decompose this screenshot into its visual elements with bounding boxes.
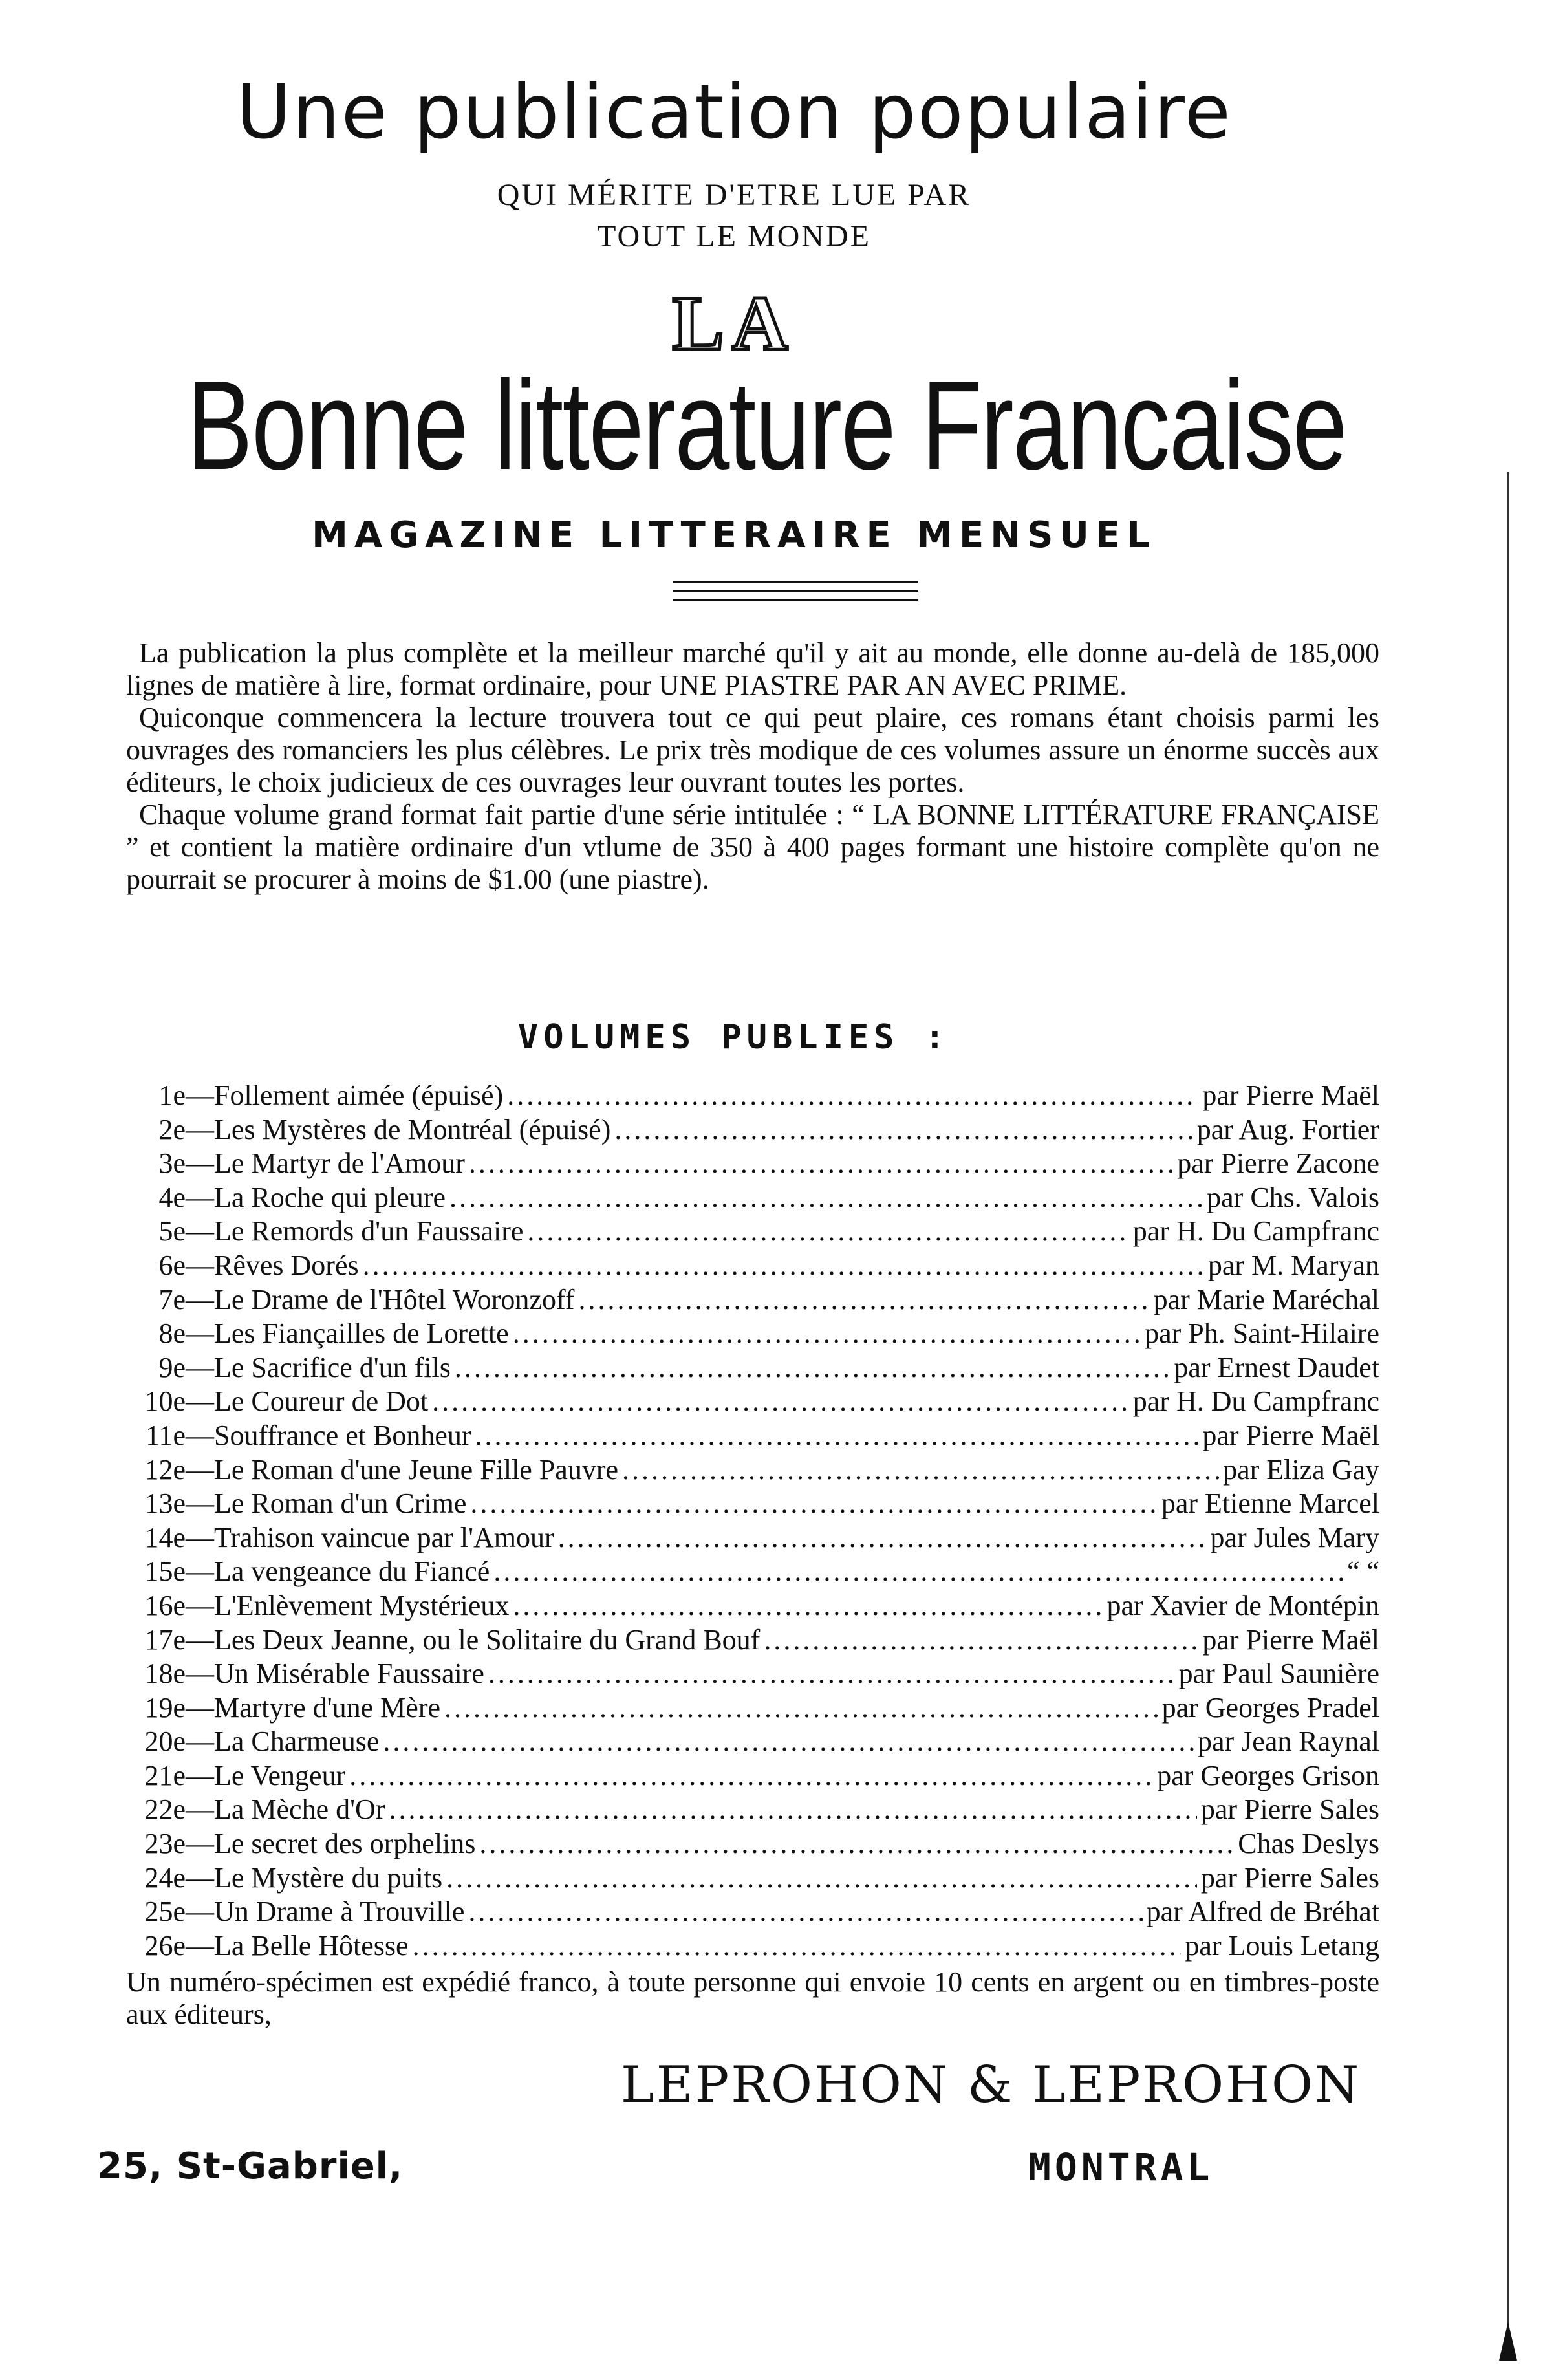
volume-title: Follement aimée (épuisé) [214, 1079, 504, 1111]
volume-title: Le Vengeur [214, 1759, 346, 1791]
volume-number: 24e [144, 1861, 186, 1894]
volume-title: La Roche qui pleure [214, 1181, 446, 1213]
dot-leader [389, 1793, 1196, 1827]
dot-leader [622, 1453, 1219, 1488]
volume-author: par Ernest Daudet [1174, 1351, 1379, 1383]
volume-list-item [126, 1827, 1379, 1861]
volume-list-item [126, 1385, 1379, 1419]
volume-number: 18e [144, 1658, 186, 1690]
volume-number: 8e [158, 1317, 186, 1350]
volume-number: 7e [158, 1283, 186, 1315]
volume-list-item [126, 1759, 1379, 1793]
volume-title: Le Martyr de l'Amour [214, 1147, 465, 1180]
volume-dash: — [186, 1147, 214, 1180]
volume-number: 20e [144, 1726, 186, 1758]
dot-leader [507, 1079, 1198, 1113]
volume-author: par Alfred de Bréhat [1146, 1896, 1379, 1928]
title-article: LA [672, 280, 796, 366]
dot-leader [383, 1725, 1194, 1759]
dot-leader [446, 1861, 1197, 1896]
volume-list-item [126, 1317, 1379, 1351]
volume-number: 26e [144, 1929, 186, 1962]
volume-number: 11e [146, 1419, 186, 1451]
volume-title: Le Roman d'une Jeune Fille Pauvre [214, 1453, 619, 1486]
volume-list-item [126, 1623, 1379, 1658]
volume-dash: — [186, 1555, 214, 1588]
volume-author: par Aug. Fortier [1196, 1113, 1379, 1145]
volume-title: Le secret des orphelins [214, 1828, 476, 1860]
volume-dash: — [186, 1181, 214, 1213]
volume-title: La Mèche d'Or [214, 1793, 385, 1826]
dot-leader [470, 1487, 1157, 1521]
volume-dash: — [186, 1521, 214, 1553]
volume-list-item [126, 1249, 1379, 1283]
volume-list-item [126, 1147, 1379, 1181]
magazine-subtitle: MAGAZINE LITTERAIRE MENSUEL [312, 514, 1156, 556]
volume-author: par Pierre Maël [1202, 1419, 1379, 1451]
volume-author: par M. Maryan [1207, 1249, 1379, 1281]
dot-leader [455, 1351, 1170, 1385]
dot-leader [479, 1827, 1234, 1861]
dot-leader [764, 1623, 1198, 1658]
dot-leader [513, 1589, 1103, 1623]
divider-rule [673, 599, 918, 601]
volume-dash: — [186, 1419, 214, 1451]
volume-author: par Ph. Saint-Hilaire [1145, 1317, 1379, 1350]
volume-list-item [126, 1181, 1379, 1215]
volume-dash: — [186, 1623, 214, 1656]
volume-dash: — [186, 1793, 214, 1826]
volume-list-item [126, 1793, 1379, 1827]
volume-list-item [126, 1487, 1379, 1521]
volume-number: 23e [144, 1828, 186, 1860]
subheading-line-2: TOUT LE MONDE [597, 219, 871, 254]
volume-title: Rêves Dorés [214, 1249, 359, 1281]
volume-dash: — [186, 1453, 214, 1486]
volume-author: par Eliza Gay [1223, 1453, 1379, 1486]
volume-author: par H. Du Campfranc [1132, 1215, 1379, 1248]
intro-paragraph-2: Quiconque commencera la lecture trouvera tout ce qui peut plaire, ces romans étant choisis parmi les ouvrages des romanciers les plus célèbres. Le prix très modique de ces volumes assure un énorme succès aux éditeurs, le choix judicieux de ces ouvrages leur ouvrant toutes les portes. [126, 702, 1379, 798]
volume-author: par Pierre Sales [1200, 1793, 1379, 1826]
volume-title: Martyre d'une Mère [214, 1691, 441, 1724]
volume-dash: — [186, 1896, 214, 1928]
volume-author: par H. Du Campfranc [1132, 1385, 1379, 1418]
specimen-note: Un numéro-spécimen est expédié franco, à toute personne qui envoie 10 cents en argent ou en timbres-poste aux éditeurs, [126, 1966, 1379, 2030]
volume-dash: — [186, 1861, 214, 1894]
volume-dash: — [186, 1589, 214, 1621]
intro-paragraph-3: Chaque volume grand format fait partie d'une série intitulée : “ LA BONNE LITTÉRATURE FRANÇAISE ” et contient la matière ordinaire d'un vtlume de 350 à 400 pages formant une histoire complète qu'on ne pourrait se procurer à moins de $1.00 (une piastre). [126, 799, 1379, 895]
publisher-address: 25, St-Gabriel, [97, 2145, 404, 2187]
dot-leader [469, 1147, 1173, 1181]
dot-leader [468, 1895, 1142, 1929]
divider-rule [673, 581, 918, 583]
volume-number: 25e [144, 1896, 186, 1928]
volume-list-item [126, 1725, 1379, 1759]
volume-author: par Louis Letang [1185, 1929, 1379, 1962]
volume-title: Le Remords d'un Faussaire [214, 1215, 524, 1248]
volume-title: Le Coureur de Dot [214, 1385, 429, 1418]
volume-number: 19e [144, 1691, 186, 1724]
volume-author: Chas Deslys [1238, 1828, 1379, 1860]
margin-rule-tip [1499, 2322, 1517, 2361]
dot-leader [493, 1555, 1343, 1589]
volume-list-item [126, 1861, 1379, 1896]
volume-author: par Paul Saunière [1178, 1658, 1379, 1690]
subheading-line-1: QUI MÉRITE D'ETRE LUE PAR [497, 178, 971, 212]
dot-leader [513, 1317, 1141, 1351]
divider-rule [673, 590, 918, 592]
margin-rule [1507, 472, 1509, 2354]
volume-list-item [126, 1589, 1379, 1623]
volume-number: 4e [158, 1181, 186, 1213]
volume-dash: — [186, 1929, 214, 1962]
volume-title: Les Mystères de Montréal (épuisé) [214, 1113, 611, 1145]
volume-author: par Jules Mary [1210, 1521, 1379, 1553]
volume-list-item [126, 1079, 1379, 1113]
volume-dash: — [186, 1658, 214, 1690]
volume-title: L'Enlèvement Mystérieux [214, 1589, 510, 1621]
volume-number: 22e [144, 1793, 186, 1826]
volume-number: 17e [144, 1623, 186, 1656]
dot-leader [488, 1657, 1175, 1691]
volume-list-item [126, 1521, 1379, 1555]
volume-dash: — [186, 1488, 214, 1520]
volume-dash: — [186, 1726, 214, 1758]
headline: Une publication populaire [236, 69, 1232, 156]
volumes-header: VOLUMES PUBLIES : [517, 1018, 951, 1057]
volume-number: 13e [144, 1488, 186, 1520]
volume-dash: — [186, 1385, 214, 1418]
volume-dash: — [186, 1283, 214, 1315]
volume-number: 21e [144, 1759, 186, 1791]
volume-list-item [126, 1929, 1379, 1964]
volume-number: 15e [144, 1555, 186, 1588]
volume-number: 9e [158, 1351, 186, 1383]
volume-list-item [126, 1657, 1379, 1691]
volume-title: Un Drame à Trouville [214, 1896, 465, 1928]
volume-author: par Georges Grison [1157, 1759, 1379, 1791]
dot-leader [363, 1249, 1204, 1283]
volume-author: par Georges Pradel [1161, 1691, 1379, 1724]
volume-dash: — [186, 1317, 214, 1350]
dot-leader [432, 1385, 1129, 1419]
dot-leader [527, 1215, 1128, 1249]
volume-list-item [126, 1113, 1379, 1147]
volume-list-item [126, 1215, 1379, 1249]
dot-leader [578, 1283, 1149, 1317]
dot-leader [475, 1419, 1199, 1453]
dot-leader [413, 1929, 1182, 1964]
volume-number: 14e [144, 1521, 186, 1553]
volume-author: par Chs. Valois [1207, 1181, 1379, 1213]
volume-title: Le Drame de l'Hôtel Woronzoff [214, 1283, 575, 1315]
volume-list-item [126, 1555, 1379, 1589]
volume-dash: — [186, 1079, 214, 1111]
volume-dash: — [186, 1215, 214, 1248]
volume-list-item [126, 1419, 1379, 1453]
volume-title: La vengeance du Fiancé [214, 1555, 490, 1588]
volume-title: La Belle Hôtesse [214, 1929, 409, 1962]
volume-number: 5e [158, 1215, 186, 1248]
magazine-title: Bonne litterature Francaise [186, 354, 1347, 496]
volume-author: par Xavier de Montépin [1106, 1589, 1379, 1621]
volume-author: par Pierre Sales [1200, 1861, 1379, 1894]
volume-author: “ “ [1346, 1555, 1379, 1588]
volume-list-item [126, 1691, 1379, 1726]
volume-dash: — [186, 1113, 214, 1145]
volume-title: Les Deux Jeanne, ou le Solitaire du Grand Bouf [214, 1623, 761, 1656]
volume-number: 10e [144, 1385, 186, 1418]
volume-list-item [126, 1895, 1379, 1929]
volume-number: 1e [158, 1079, 186, 1111]
volume-number: 12e [144, 1453, 186, 1486]
volume-list-item [126, 1453, 1379, 1488]
dot-leader [349, 1759, 1153, 1793]
volume-title: Souffrance et Bonheur [214, 1419, 471, 1451]
volume-author: par Jean Raynal [1198, 1726, 1379, 1758]
volume-number: 16e [144, 1589, 186, 1621]
volume-number: 3e [158, 1147, 186, 1180]
volume-number: 2e [158, 1113, 186, 1145]
volume-dash: — [186, 1351, 214, 1383]
dot-leader [444, 1691, 1158, 1726]
volume-title: Trahison vaincue par l'Amour [214, 1521, 554, 1553]
volume-author: par Pierre Zacone [1177, 1147, 1379, 1180]
volume-author: par Etienne Marcel [1161, 1488, 1379, 1520]
volume-author: par Marie Maréchal [1153, 1283, 1379, 1315]
publisher-name: LEPROHON & LEPROHON [621, 2056, 1361, 2114]
dot-leader [558, 1521, 1207, 1555]
volume-dash: — [186, 1759, 214, 1791]
volume-author: par Pierre Maël [1202, 1079, 1379, 1111]
dot-leader [449, 1181, 1203, 1215]
volume-title: La Charmeuse [214, 1726, 380, 1758]
volume-dash: — [186, 1828, 214, 1860]
dot-leader [614, 1113, 1192, 1147]
volume-title: Les Fiançailles de Lorette [214, 1317, 509, 1350]
volume-list-item [126, 1283, 1379, 1317]
publisher-city: MONTRAL [1028, 2145, 1214, 2189]
intro-text [126, 637, 1379, 896]
volume-title: Le Sacrifice d'un fils [214, 1351, 451, 1383]
volume-dash: — [186, 1249, 214, 1281]
volume-title: Le Roman d'un Crime [214, 1488, 467, 1520]
intro-paragraph-1: La publication la plus complète et la meilleur marché qu'il y ait au monde, elle donne au-delà de 185,000 lignes de matière à lire, format ordinaire, pour UNE PIASTRE PAR AN AVEC PRIME. [126, 637, 1379, 701]
volume-title: Le Mystère du puits [214, 1861, 443, 1894]
volume-author: par Pierre Maël [1202, 1623, 1379, 1656]
volume-title: Un Misérable Faussaire [214, 1658, 484, 1690]
volume-list-item [126, 1351, 1379, 1385]
volume-number: 6e [158, 1249, 186, 1281]
volume-list [126, 1079, 1379, 1963]
volume-dash: — [186, 1691, 214, 1724]
